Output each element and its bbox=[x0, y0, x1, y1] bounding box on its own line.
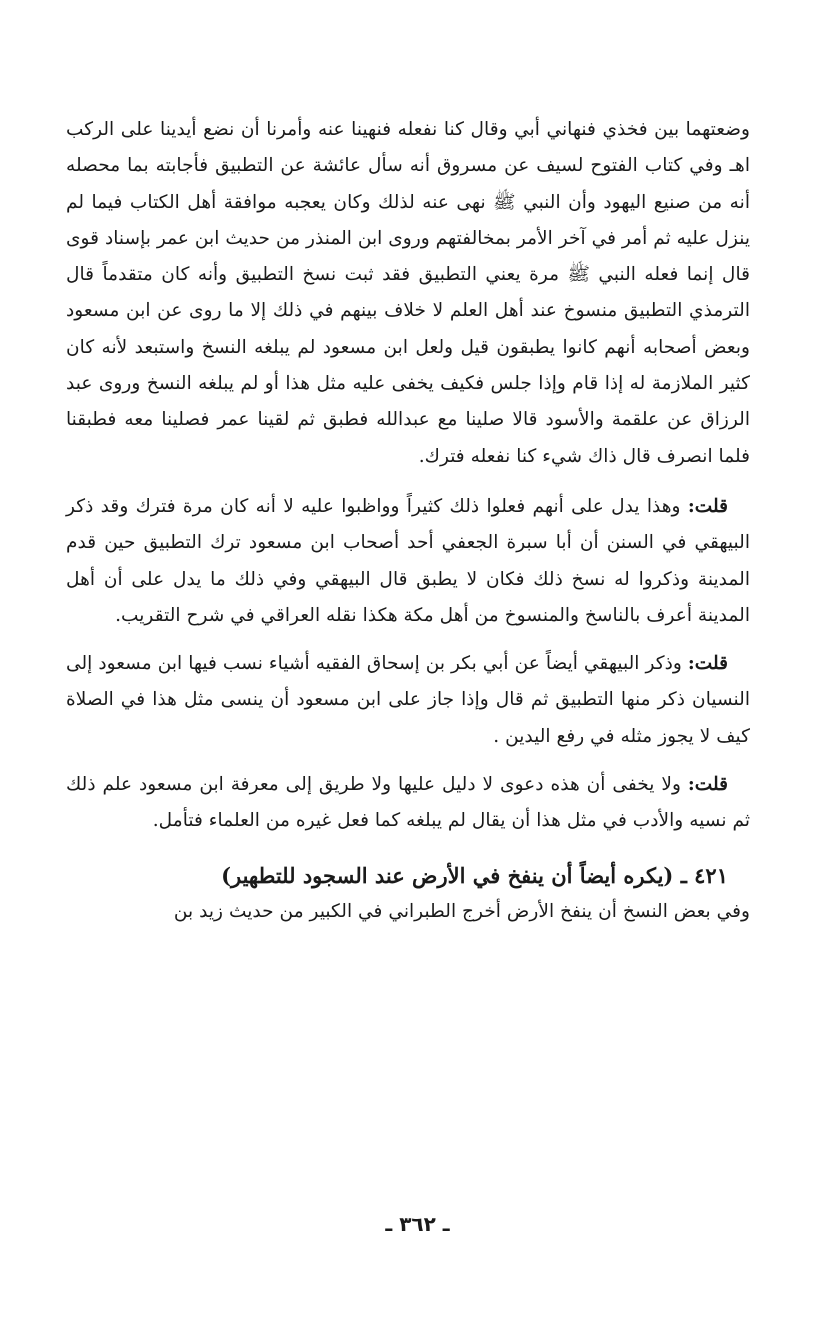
qult-label: قلت: bbox=[687, 774, 728, 796]
qult-label: قلت: bbox=[687, 495, 728, 517]
section-number: ٤٢١ ـ bbox=[680, 862, 728, 888]
paragraph-2-text: وهذا يدل على أنهم فعلوا ذلك كثيراً وواظبوا عليه لا أنه كان مرة فترك وقد ذكر البيهقي في السنن أن أبا سبرة الجعفي أحد أصحاب ابن مسعود ترك التطبيق حين قدم المدينة وذكروا له نسخ ذلك فكان لا يطبق قال البيهقي وفي ذلك ما يدل على أن أهل المدينة أعرف بالناسخ والمنسوخ من أهل مكة هكذا نقله العراقي في شرح التقريب. bbox=[66, 495, 750, 626]
paragraph-5: وفي بعض النسخ أن ينفخ الأرض أخرج الطبراني في الكبير من حديث زيد بن bbox=[173, 900, 750, 922]
paragraph-4 bbox=[66, 767, 750, 840]
paragraph-2 bbox=[66, 489, 750, 634]
section-title: (يكره أيضاً أن ينفخ في الأرض عند السجود للتطهير) bbox=[221, 862, 681, 888]
paragraph-4-text: ولا يخفى أن هذه دعوى لا دليل عليها ولا طريق إلى معرفة ابن مسعود علم ذلك ثم نسيه والأدب في مثل هذا أن يقال لم يبلغه كما فعل غيره من العلماء فتأمل. bbox=[66, 774, 750, 832]
section-heading bbox=[66, 858, 750, 894]
paragraph-3 bbox=[66, 646, 750, 755]
page-number: ـ ٣٦٢ ـ bbox=[385, 1212, 450, 1236]
paragraph-3-text: وذكر البيهقي أيضاً عن أبي بكر بن إسحاق الفقيه أشياء نسب فيها ابن مسعود إلى النسيان ذكر منها التطبيق ثم قال وإذا جاز على ابن مسعود أن ينسى مثل هذا في الصلاة كيف لا يجوز مثله في رفع اليدين . bbox=[66, 653, 750, 747]
page-body bbox=[66, 112, 750, 930]
qult-label: قلت: bbox=[687, 653, 728, 675]
paragraph-1: وضعتهما بين فخذي فنهاني أبي وقال كنا نفعله فنهينا عنه وأمرنا أن نضع أيدينا على الركب اهـ وفي كتاب الفتوح لسيف عن مسروق أنه سأل عائشة عن التطبيق فأجابته بما محصله أنه من صنيع اليهود وأن النبي ﷺ نهى عنه لذلك وكان يعجبه موافقة أهل الكتاب فيما لم ينزل عليه ثم أمر في آخر الأمر بمخالفتهم وروى ابن المنذر من حديث ابن عمر بإسناد قوى قال إنما فعله النبي ﷺ مرة يعني التطبيق فقد ثبت نسخ التطبيق وأنه كان متقدماً قال الترمذي التطبيق منسوخ عند أهل العلم لا خلاف بينهم في ذلك إلا ما روى عن ابن مسعود وبعض أصحابه أنهم كانوا يطبقون قيل ولعل ابن مسعود لم يبلغه النسخ واستبعد لأنه كان كثير الملازمة له إذا قام وإذا جلس فكيف يخفى عليه مثل هذا أو لم يبلغه النسخ وروى عبد الرزاق عن علقمة والأسود قالا صلينا مع عبدالله فطبق ثم لقينا عمر فصلينا معه فطبقنا فلما انصرف قال ذاك شيء كنا نفعله فترك. bbox=[66, 119, 750, 467]
